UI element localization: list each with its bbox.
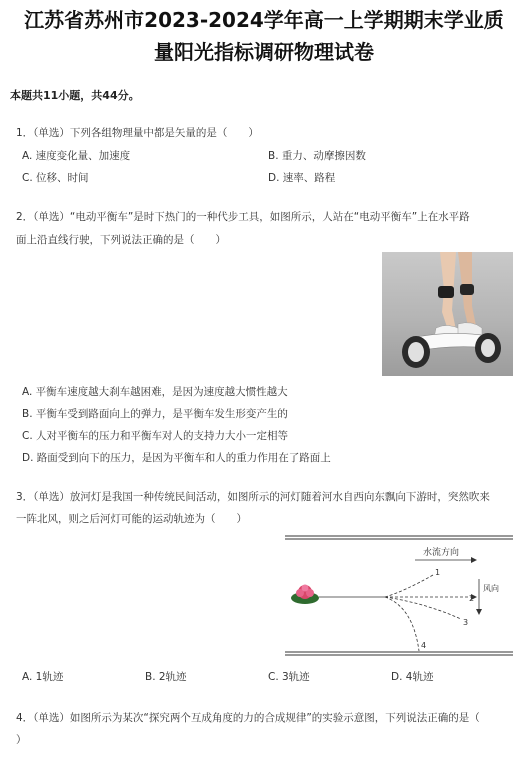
question-3-option-b[interactable]: B. 2轨迹 xyxy=(145,671,187,683)
question-1-option-a[interactable]: A. 速度变化量、加速度 xyxy=(22,150,131,162)
question-3-option-a[interactable]: A. 1轨迹 xyxy=(22,671,64,683)
question-2-stem-line-2: 面上沿直线行驶，下列说法正确的是（ ） xyxy=(16,234,226,246)
flow-arrow-head xyxy=(471,557,477,563)
track-1 xyxy=(385,575,433,597)
question-3-option-d[interactable]: D. 4轨迹 xyxy=(391,671,434,683)
track-2-label: 2 xyxy=(469,594,475,603)
question-2-option-a[interactable]: A. 平衡车速度越大刹车越困难，是因为速度越大惯性越大 xyxy=(22,386,288,398)
track-3-label: 3 xyxy=(463,618,469,627)
question-4-stem-line-2: ） xyxy=(16,734,27,746)
question-4-stem-line-1: 4．（单选）如图所示为某次“探究两个互成角度的力的合成规律”的实验示意图，下列说法正确的是（ xyxy=(16,712,480,724)
question-3-stem-line-2: 一阵北风，则之后河灯可能的运动轨迹为（ ） xyxy=(16,513,247,525)
page-title xyxy=(0,4,528,68)
question-1-option-c[interactable]: C. 位移、时间 xyxy=(22,172,89,184)
question-1-stem: 1．（单选）下列各组物理量中都是矢量的是（ ） xyxy=(16,127,259,139)
track-4 xyxy=(385,597,419,651)
balance-scooter-illustration xyxy=(382,252,513,376)
question-2-option-b[interactable]: B. 平衡车受到路面向上的弹力，是平衡车发生形变产生的 xyxy=(22,408,288,420)
river-lantern-diagram xyxy=(285,535,513,661)
title-line-1: 江苏省苏州市2023-2024学年高一上学期期末学业质 xyxy=(24,8,504,32)
flow-direction-label: 水流方向 xyxy=(423,548,460,558)
balance-scooter-photo xyxy=(382,252,513,376)
question-1-option-d[interactable]: D. 速率、路程 xyxy=(268,172,336,184)
track-1-label: 1 xyxy=(435,568,441,577)
question-2-option-d[interactable]: D. 路面受到向下的压力，是因为平衡车和人的重力作用在了路面上 xyxy=(22,452,331,464)
question-2-stem-line-1: 2．（单选）“电动平衡车”是时下热门的一种代步工具，如图所示，人站在“电动平衡车”上在水平路 xyxy=(16,211,470,223)
question-1-option-b[interactable]: B. 重力、动摩擦因数 xyxy=(268,150,366,162)
question-2-option-c[interactable]: C. 人对平衡车的压力和平衡车对人的支持力大小一定相等 xyxy=(22,430,289,442)
section-summary: 本题共11小题，共44分。 xyxy=(10,89,140,102)
wind-direction-label: 风向 xyxy=(483,584,499,593)
track-4-label: 4 xyxy=(421,641,427,650)
track-3 xyxy=(385,597,461,619)
question-3-stem-line-1: 3．（单选）放河灯是我国一种传统民间活动，如图所示的河灯随着河水自西向东飘向下游时，突然吹来 xyxy=(16,491,490,503)
wind-arrow-head xyxy=(476,609,482,615)
question-3-option-c[interactable]: C. 3轨迹 xyxy=(268,671,310,683)
title-line-2: 量阳光指标调研物理试卷 xyxy=(154,40,374,64)
